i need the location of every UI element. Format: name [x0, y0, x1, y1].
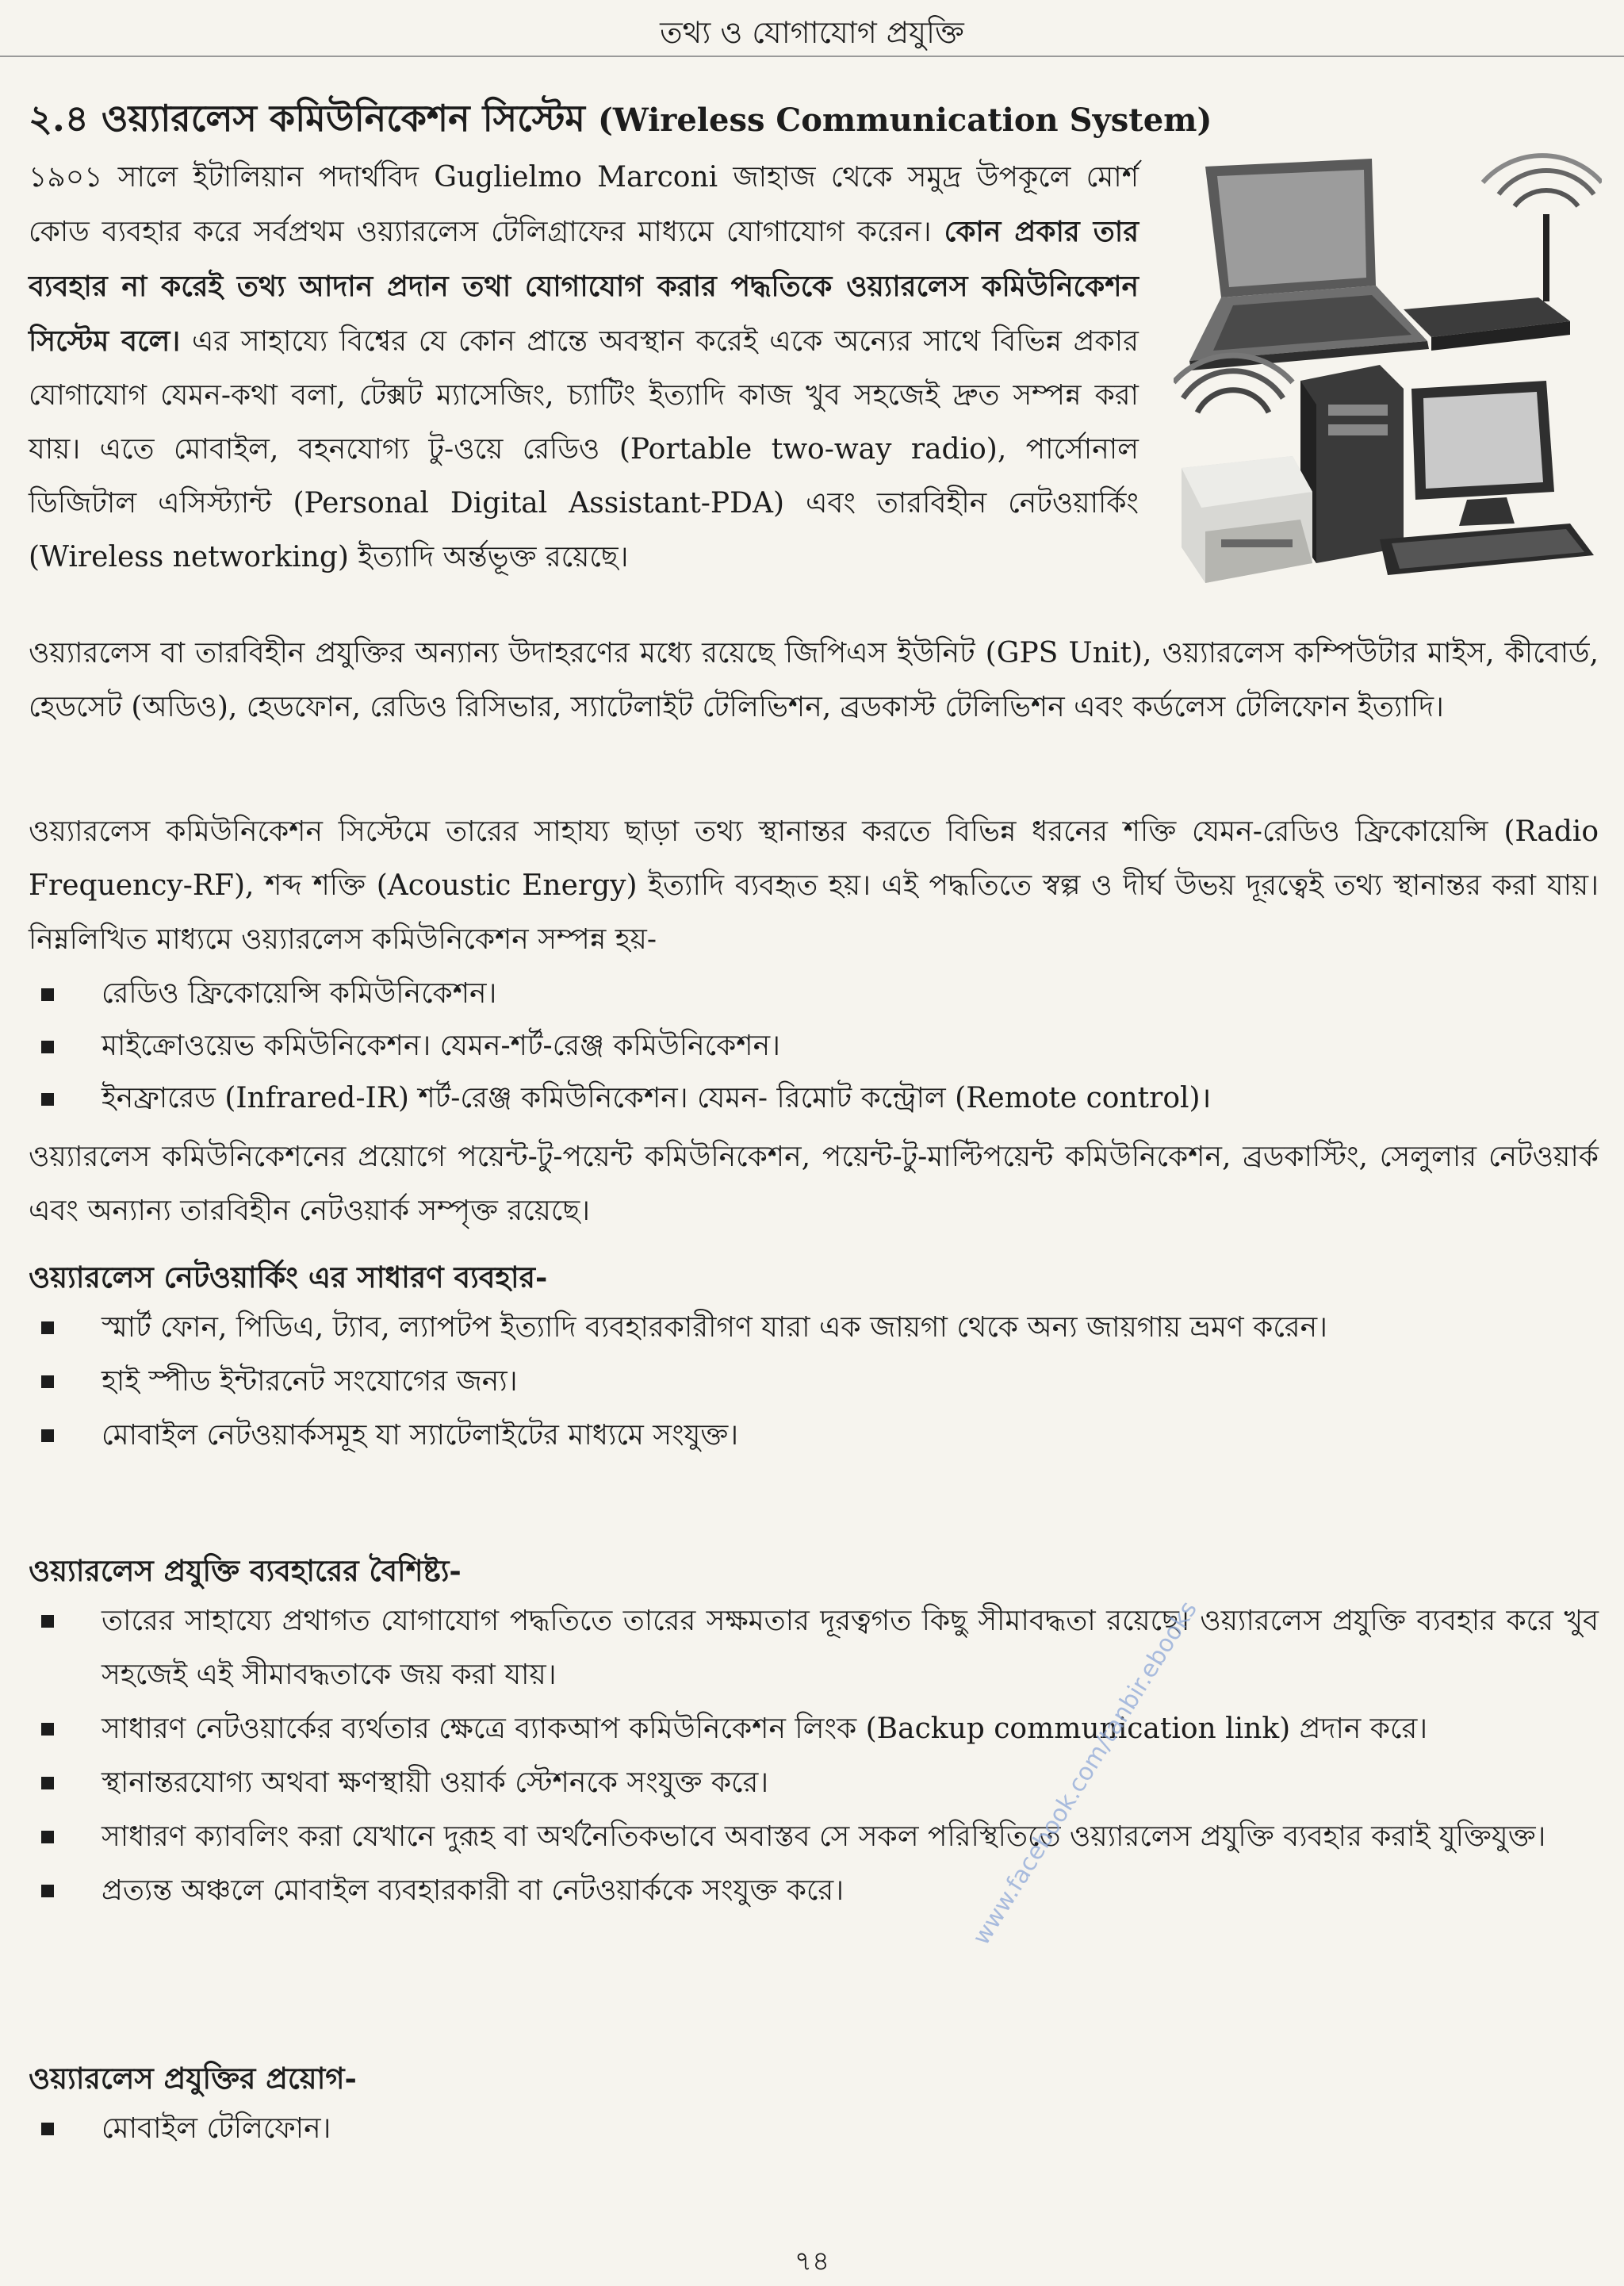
list-item: স্মার্ট ফোন, পিডিএ, ট্যাব, ল্যাপটপ ইত্যাদি ব্যবহারকারীগণ যারা এক জায়গা থেকে অন্য জায়গায় ভ্রমণ করেন।	[29, 1301, 1599, 1355]
wireless-devices-illustration	[1174, 151, 1602, 595]
list-item: মোবাইল নেটওয়ার্কসমূহ যা স্যাটেলাইটের মাধ্যমে সংযুক্ত।	[29, 1409, 1599, 1463]
list-item: মাইক্রোওয়েভ কমিউনিকেশন। যেমন-শর্ট-রেঞ্জ কমিউনিকেশন।	[29, 1020, 1599, 1072]
running-head: তথ্য ও যোগাযোগ প্রযুক্তি	[660, 15, 964, 50]
section-title-bn: ওয়্যারলেস কমিউনিকেশন সিস্টেম	[101, 97, 585, 140]
methods-list	[29, 968, 1599, 1125]
section-number: ২.৪	[29, 97, 89, 140]
subheading-features: ওয়্যারলেস প্রযুক্তি ব্যবহারের বৈশিষ্ট্য-	[29, 1553, 462, 1588]
list-item: প্রত্যন্ত অঞ্চলে মোবাইল ব্যবহারকারী বা নেটওয়ার্ককে সংযুক্ত করে।	[29, 1864, 1599, 1918]
list-item: তারের সাহায্যে প্রথাগত যোগাযোগ পদ্ধতিতে তারের সক্ষমতার দূরত্বগত কিছু সীমাবদ্ধতা রয়েছে। ওয়্যারলেস প্রযুক্তি ব্যবহার করে খুব সহজেই এই সীমাবদ্ধতাকে জয় করা যায়।	[29, 1594, 1599, 1702]
list-item: মোবাইল টেলিফোন।	[29, 2102, 1599, 2156]
paragraph-applications: ওয়্যারলেস কমিউনিকেশনের প্রয়োগে পয়েন্ট-টু-পয়েন্ট কমিউনিকেশন, পয়েন্ট-টু-মাল্টিপয়েন্ট কমিউনিকেশন, ব্রডকাস্টিং, সেলুলার নেটওয়ার্ক এবং অন্যান্য তারবিহীন নেটওয়ার্ক সম্পৃক্ত রয়েছে।	[29, 1141, 1599, 1227]
intro-paragraph	[29, 151, 1139, 585]
intro-text-2: এর সাহায্যে বিশ্বের যে কোন প্রান্তে অবস্থান করেই একে অন্যের সাথে বিভিন্ন প্রকার যোগাযোগ যেমন-কথা বলা, টেক্সট ম্যাসেজিং, চ্যাটিং ইত্যাদি কাজ খুব সহজেই দ্রুত সম্পন্ন করা যায়। এতে মোবাইল, বহনযোগ্য টু-ওয়ে রেডিও (Portable two-way radio), পার্সোনাল ডিজিটাল এসিস্ট্যান্ট (Personal Digital Assistant-PDA) এবং তারবিহীন নেটওয়ার্কিং (Wireless networking) ইত্যাদি অর্ন্তভূক্ত রয়েছে।	[29, 325, 1139, 573]
list-item: হাই স্পীড ইন্টারনেট সংযোগের জন্য।	[29, 1355, 1599, 1409]
features-list	[29, 1594, 1599, 1918]
list-item: সাধারণ ক্যাবলিং করা যেখানে দুরূহ বা অর্থনৈতিকভাবে অবাস্তব সে সকল পরিস্থিতিতে ওয়্যারলেস প্রযুক্তি ব্যবহার করাই যুক্তিযুক্ত।	[29, 1810, 1599, 1864]
list-item: সাধারণ নেটওয়ার্কের ব্যর্থতার ক্ষেত্রে ব্যাকআপ কমিউনিকেশন লিংক (Backup communication link) প্রদান করে।	[29, 1702, 1599, 1756]
applications-list	[29, 2102, 1599, 2156]
paragraph-examples: ওয়্যারলেস বা তারবিহীন প্রযুক্তির অন্যান্য উদাহরণের মধ্যে রয়েছে জিপিএস ইউনিট (GPS Unit), ওয়্যারলেস কম্পিউটার মাইস, কীবোর্ড, হেডসেট (অডিও), হেডফোন, রেডিও রিসিভার, স্যাটেলাইট টেলিভিশন, ব্রডকাস্ট টেলিভিশন এবং কর্ডলেস টেলিফোন ইত্যাদি।	[29, 637, 1599, 723]
subheading-applications: ওয়্যারলেস প্রযুক্তির প্রয়োগ-	[29, 2061, 357, 2096]
subheading-networking-uses: ওয়্যারলেস নেটওয়ার্কিং এর সাধারণ ব্যবহার-	[29, 1260, 548, 1295]
desktop-computer-icon	[1300, 365, 1594, 575]
laptop-icon	[1189, 159, 1429, 370]
intro-text-1: ১৯০১ সালে ইটালিয়ান পদার্থবিদ Guglielmo Marconi জাহাজ থেকে সমুদ্র উপকূলে মোর্শ কোড ব্যবহার করে সর্বপ্রথম ওয়্যারলেস টেলিগ্রাফের মাধ্যমে যোগাযোগ করেন।	[29, 161, 1139, 248]
page-number: ৭৪	[794, 2246, 830, 2277]
definition-text: কোন প্রকার তার ব্যবহার না করেই তথ্য আদান প্রদান তথা যোগাযোগ করার পদ্ধতিকে ওয়্যারলেস কমিউনিকেশন সিস্টেম বলে।	[29, 215, 1139, 358]
section-title	[29, 91, 1599, 152]
networking-uses-list	[29, 1301, 1599, 1463]
list-item: রেডিও ফ্রিকোয়েন্সি কমিউনিকেশন।	[29, 968, 1599, 1020]
paragraph-energy: ওয়্যারলেস কমিউনিকেশন সিস্টেমে তারের সাহায্য ছাড়া তথ্য স্থানান্তর করতে বিভিন্ন ধরনের শক্তি যেমন-রেডিও ফ্রিকোয়েন্সি (Radio Frequency-RF), শব্দ শক্তি (Acoustic Energy) ইত্যাদি ব্যবহৃত হয়। এই পদ্ধতিতে স্বল্প ও দীর্ঘ উভয় দূরত্বেই তথ্য স্থানান্তর করা যায়। নিম্নলিখিত মাধ্যমে ওয়্যারলেস কমিউনিকেশন সম্পন্ন হয়-	[29, 815, 1599, 956]
header-rule	[0, 56, 1624, 57]
list-item: স্থানান্তরযোগ্য অথবা ক্ষণস্থায়ী ওয়ার্ক স্টেশনকে সংযুক্ত করে।	[29, 1756, 1599, 1810]
list-item: ইনফ্রারেড (Infrared-IR) শর্ট-রেঞ্জ কমিউনিকেশন। যেমন- রিমোট কন্ট্রোল (Remote control)।	[29, 1072, 1599, 1125]
section-title-en: (Wireless Communication System)	[597, 102, 1212, 139]
watermark-text: www.facebook.com/tanbir.ebooks	[967, 1596, 1203, 1950]
wifi-router-icon	[1404, 155, 1602, 351]
printer-icon	[1182, 456, 1312, 583]
